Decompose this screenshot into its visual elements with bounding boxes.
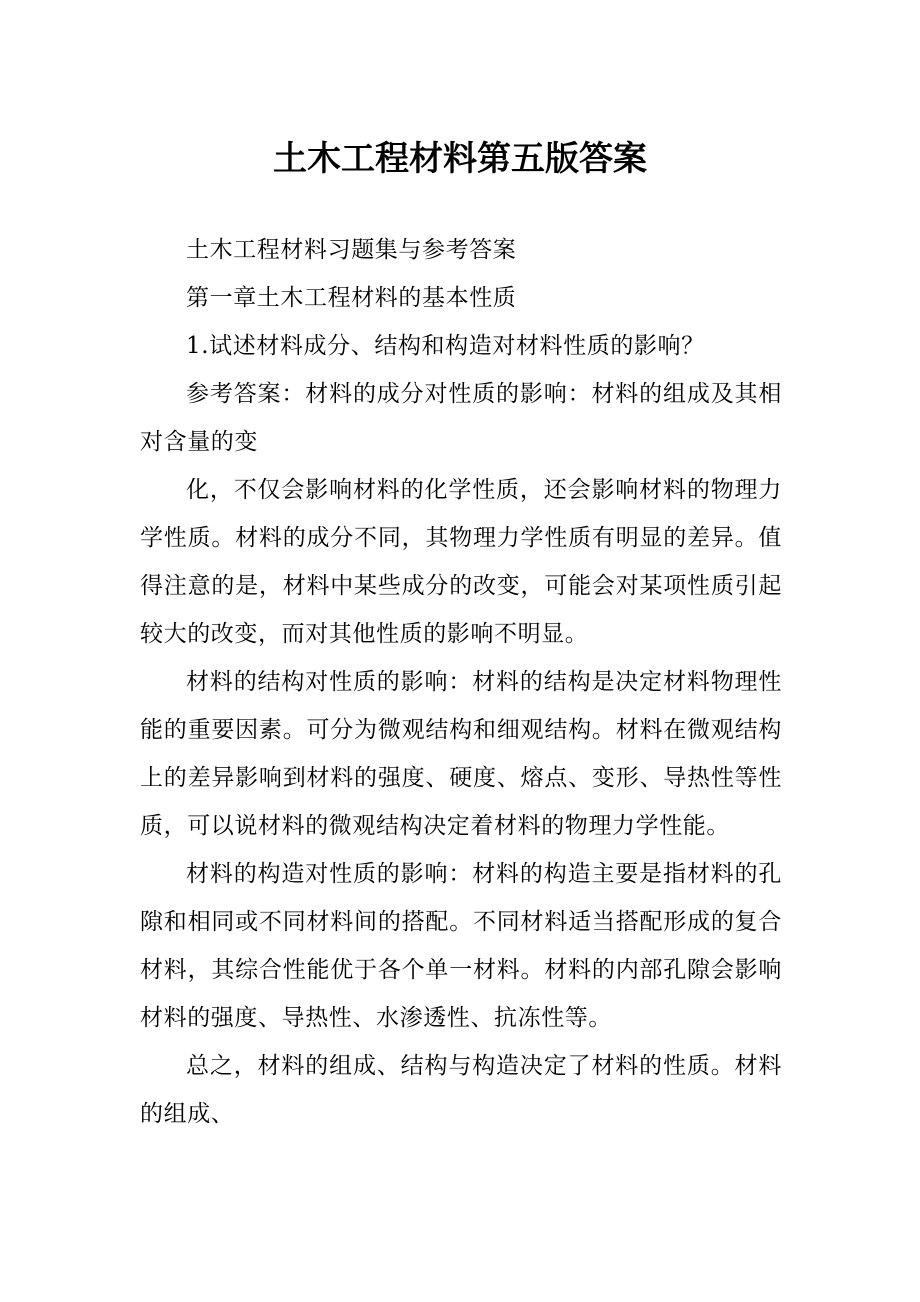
document-title: 土木工程材料第五版答案 [273, 138, 647, 179]
document-body [140, 226, 782, 1138]
answer-paragraph-intro: 参考答案：材料的成分对性质的影响：材料的组成及其相对含量的变 [140, 381, 782, 455]
subtitle-paragraph: 土木工程材料习题集与参考答案 [186, 237, 517, 263]
chapter-heading: 第一章土木工程材料的基本性质 [186, 285, 517, 311]
question-paragraph: 1.试述材料成分、结构和构造对材料性质的影响？ [186, 333, 705, 359]
answer-paragraph-structure: 材料的结构对性质的影响：材料的结构是决定材料物理性能的重要因素。可分为微观结构和细观结构。材料在微观结构上的差异影响到材料的强度、硬度、熔点、变形、导热性等性质，可以说材料的微观结构决定着材料的物理力学性能。 [140, 669, 782, 839]
answer-paragraph-summary: 总之，材料的组成、结构与构造决定了材料的性质。材料的组成、 [140, 1053, 782, 1127]
answer-paragraph-composition: 化，不仅会影响材料的化学性质，还会影响材料的物理力学性质。材料的成分不同，其物理力学性质有明显的差异。值得注意的是，材料中某些成分的改变，可能会对某项性质引起较大的改变，而对其他性质的影响不明显。 [140, 477, 782, 647]
answer-paragraph-construction: 材料的构造对性质的影响：材料的构造主要是指材料的孔隙和相同或不同材料间的搭配。不同材料适当搭配形成的复合材料，其综合性能优于各个单一材料。材料的内部孔隙会影响材料的强度、导热性、水渗透性、抗冻性等。 [140, 861, 782, 1031]
